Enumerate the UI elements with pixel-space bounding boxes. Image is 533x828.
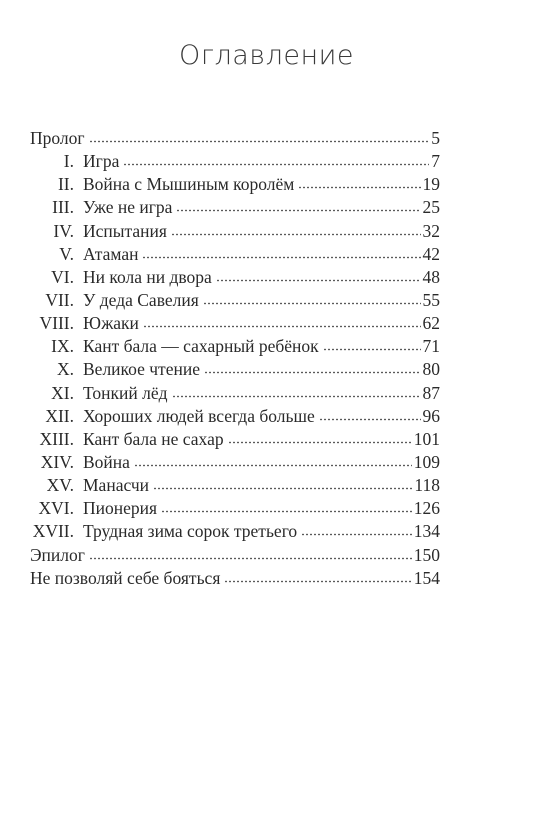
chapter-title: Война [83, 451, 130, 472]
chapter-title: Тонкий лёд [83, 382, 168, 403]
dot-leader [301, 533, 412, 536]
chapter-title: Южаки [83, 313, 139, 334]
toc-entry [30, 243, 440, 266]
chapter-title: Ни кола ни двора [83, 266, 212, 287]
chapter-title: Великое чтение [83, 359, 200, 380]
dot-leader [224, 580, 411, 583]
chapter-number: VIII. [39, 313, 74, 334]
page-number: 19 [422, 174, 440, 195]
page-number: 96 [422, 405, 440, 426]
chapter-number: I. [63, 151, 74, 172]
toc-entry [30, 428, 440, 451]
toc-entry [30, 150, 440, 173]
dot-leader [123, 163, 429, 166]
chapter-number: X. [56, 359, 74, 380]
chapter-number: VII. [45, 289, 74, 310]
page-number: 154 [413, 567, 440, 588]
chapter-number: XI. [51, 382, 74, 403]
page-number: 118 [414, 475, 440, 496]
chapter-title: Атаман [83, 243, 139, 264]
page-number: 55 [422, 289, 440, 310]
chapter-title: Война с Мышиным королём [83, 174, 295, 195]
toc-entry [30, 358, 440, 381]
chapter-title: Пионерия [83, 498, 158, 519]
dot-leader [176, 209, 420, 212]
chapter-number: V. [59, 243, 74, 264]
chapter-title: Кант бала — сахарный ребёнок [83, 336, 319, 357]
dot-leader [319, 418, 421, 421]
chapter-number: XIII. [39, 428, 74, 449]
toc-entry [30, 382, 440, 405]
dot-leader [172, 395, 421, 398]
dot-leader [204, 371, 421, 374]
dot-leader [89, 140, 430, 143]
dot-leader [171, 233, 421, 236]
chapter-title: Пролог [30, 128, 85, 148]
toc-entry [30, 220, 440, 243]
page-number: 32 [422, 220, 440, 241]
toc-entry [30, 451, 440, 474]
toc-entry [30, 544, 440, 567]
page-number: 150 [413, 544, 440, 565]
toc-entry [30, 520, 440, 543]
page-number: 48 [422, 266, 440, 287]
toc-entry [30, 567, 440, 590]
toc-entry [30, 497, 440, 520]
chapter-number: XIV. [40, 451, 74, 472]
dot-leader [142, 256, 420, 259]
dot-leader [216, 279, 421, 282]
chapter-title: Эпилог [30, 544, 85, 565]
chapter-number: XVII. [32, 521, 74, 542]
page-number: 80 [422, 359, 440, 380]
page-number: 71 [422, 336, 440, 357]
dot-leader [161, 510, 412, 513]
page-title: Оглавление [178, 40, 355, 71]
page-number: 126 [413, 498, 440, 519]
toc-entry [30, 173, 440, 196]
page-number: 101 [413, 428, 440, 449]
page-number: 42 [422, 243, 440, 264]
toc-entry [30, 127, 440, 150]
chapter-number: IV. [53, 220, 74, 241]
chapter-number: III. [52, 197, 74, 218]
chapter-number: XVI. [38, 498, 74, 519]
toc-entry [30, 312, 440, 335]
dot-leader [143, 325, 421, 328]
page-number: 5 [431, 128, 440, 148]
chapter-title: Манасчи [83, 475, 150, 496]
chapter-number: IX. [51, 336, 74, 357]
chapter-number: II. [57, 174, 74, 195]
chapter-title: Уже не игра [83, 197, 173, 218]
dot-leader [323, 348, 421, 351]
dot-leader [153, 487, 412, 490]
page-number: 25 [422, 197, 440, 218]
page-number: 87 [422, 382, 440, 403]
chapter-number: VI. [51, 266, 74, 287]
chapter-number: XV. [46, 475, 74, 496]
toc-entry [30, 196, 440, 219]
chapter-number: XII. [45, 405, 74, 426]
toc-entry [30, 335, 440, 358]
chapter-title: Игра [83, 151, 120, 172]
page-number: 7 [431, 151, 440, 172]
chapter-title: Трудная зима сорок третьего [83, 521, 298, 542]
chapter-title: Кант бала не сахар [83, 428, 224, 449]
page-number: 62 [422, 313, 440, 334]
chapter-title: Хороших людей всегда больше [83, 405, 315, 426]
page-number: 134 [413, 521, 440, 542]
dot-leader [228, 441, 412, 444]
dot-leader [298, 186, 420, 189]
dot-leader [134, 464, 412, 467]
page-number: 109 [413, 451, 440, 472]
chapter-title: Не позволяй себе бояться [30, 567, 221, 588]
toc-entry [30, 289, 440, 312]
table-of-contents [30, 127, 440, 590]
toc-entry [30, 405, 440, 428]
chapter-title: У деда Савелия [83, 289, 199, 310]
chapter-title: Испытания [83, 220, 167, 241]
dot-leader [203, 302, 421, 305]
dot-leader [89, 557, 412, 560]
toc-entry [30, 474, 440, 497]
toc-entry [30, 266, 440, 289]
